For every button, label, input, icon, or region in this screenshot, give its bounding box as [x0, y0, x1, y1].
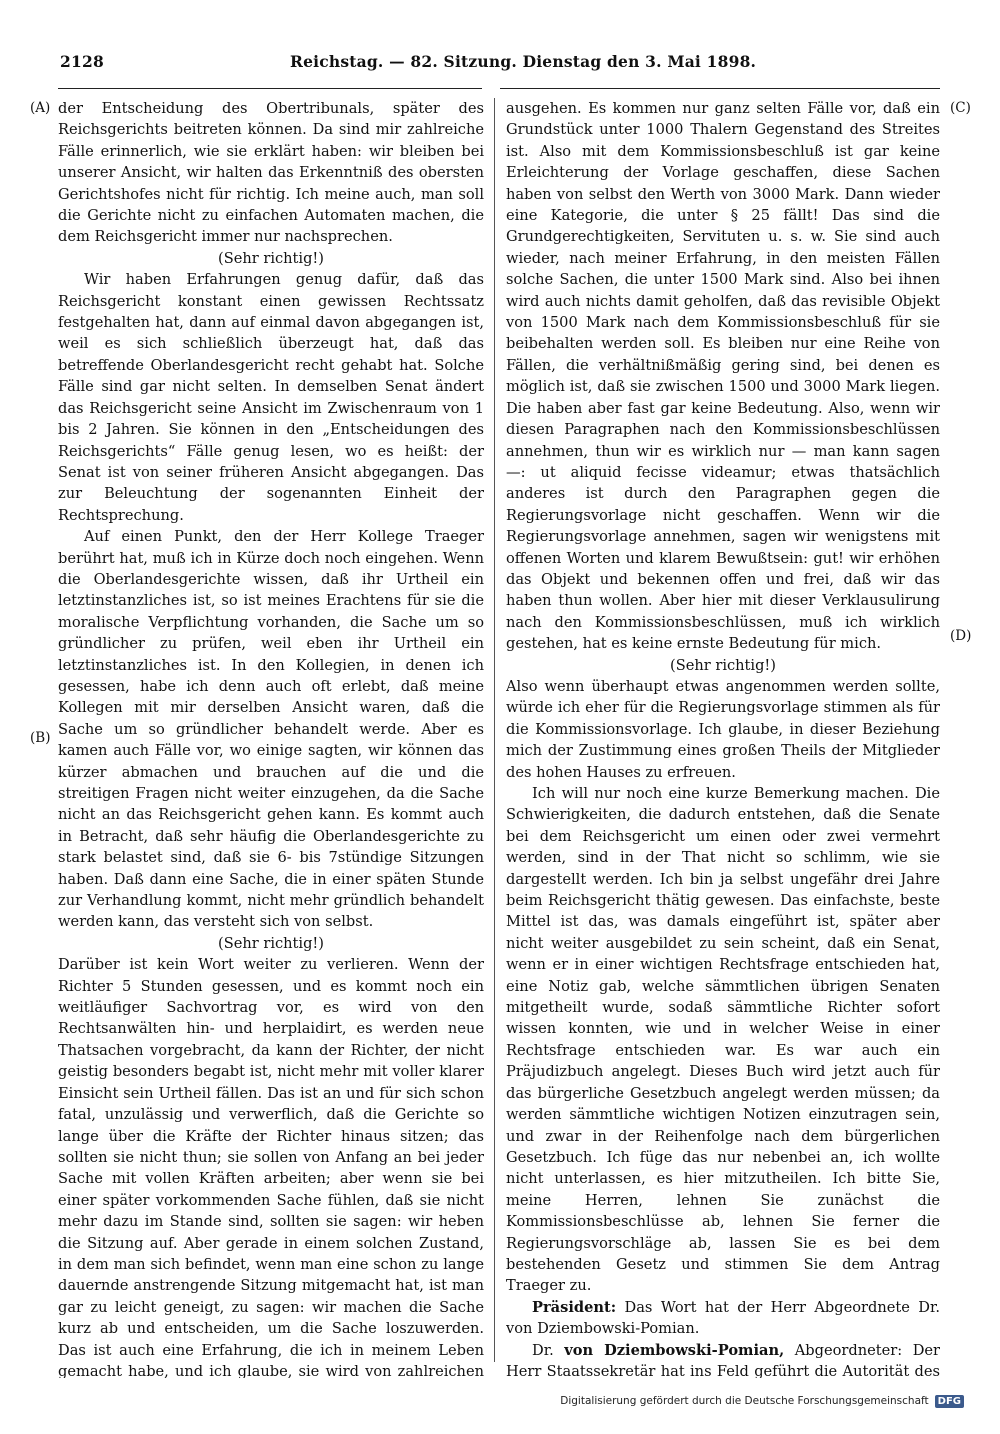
paragraph: Also wenn überhaupt etwas angenommen werden sollte, würde ich eher für die Regierungsvorlage stimmen als für die Kommissionsvorlage. Ich glaube, in dieser Beziehung mich der Zustimmung eines großen Theils der Mitglieder des hohen Hauses zu erfreuen.	[506, 677, 940, 781]
interjection: (Sehr richtig!)	[218, 249, 324, 267]
margin-marker-a: (A)	[30, 100, 51, 116]
paragraph: ausgehen. Es kommen nur ganz selten Fälle vor, daß ein Grundstück unter 1000 Thalern Gegenstand des Streites ist. Also mit dem Kommissionsbeschluß ist gar keine Erleichterung der Vorlage geschaffen, diese Sachen haben von selbst den Werth von 3000 Mark. Dann wieder eine Kategorie, die unter § 25 fällt! Das sind die Grundgerechtigkeiten, Servituten u. s. w. Sie sind auch wieder, nach meiner Erfahrung, in den meisten Fällen solche Sachen, die unter 1500 Mark sind. Also bei ihnen wird auch nichts damit geholfen, daß das revisible Objekt von 1500 Mark nach dem Kommissionsbeschluß für sie beibehalten werden soll. Es bleiben nur eine Reihe von Fällen, die verhältnißmäßig gering sind, bei denen es möglich ist, daß sie zwischen 1500 und 3000 Mark liegen. Die haben aber fast gar keine Bedeutung. Also, wenn wir diesen Paragraphen nach den Kommissionsbeschlüssen annehmen, thun wir es wirklich nur — man kann sagen —: ut aliquid fecisse videamur; etwas thatsächlich anderes ist durch den Paragraphen gegen die Regierungsvorlage nicht geschaffen. Wenn wir die Regierungsvorlage annehmen, sagen wir wenigstens mit offenen Worten und klarem Bewußtsein: gut! wir erhöhen das Objekt und bekennen offen und frei, daß wir das haben thun wollen. Aber hier mit dieser Verklausulirung nach den Kommissionsbeschlüssen, muß ich wirklich gestehen, hat es keine ernste Bedeutung für mich.	[506, 100, 940, 653]
interjection: (Sehr richtig!)	[670, 656, 776, 674]
paragraph: Wir haben Erfahrungen genug dafür, daß das Reichsgericht konstant einen gewissen Rechtssatz festgehalten hat, dann auf einmal davon abgegangen ist, weil es sich schließlich überzeugt hat, daß das betreffende Oberlandesgericht recht gehabt hat. Solche Fälle sind gar nicht selten. In demselben Senat ändert das Reichsgericht seine Ansicht im Zwischenraum von 1 bis 2 Jahren. Sie können in den „Entscheidungen des Reichsgerichts“ Fälle genug lesen, wo es heißt: der Senat ist von seiner früheren Ansicht abgegangen. Das zur Beleuchtung der sogenannten Einheit der Rechtsprechung.	[58, 271, 484, 524]
right-column	[506, 98, 940, 1378]
running-header	[60, 52, 940, 78]
left-column	[58, 98, 484, 1378]
president-text: Das Wort hat der Herr Abgeordnete Dr. von Dziembowski-Pomian.	[506, 1298, 940, 1338]
paragraph: Ich will nur noch eine kurze Bemerkung machen. Die Schwierigkeiten, die dadurch entstehen, daß die Senate bei dem Reichsgericht um einen oder zwei vermehrt werden, sind in der That nicht so schlimm, wie sie dargestellt werden. Ich bin ja selbst ungefähr drei Jahre beim Reichsgericht thätig gewesen. Das einfachste, beste Mittel ist das, was damals eingeführt ist, später aber nicht weiter ausgebildet zu sein scheint, daß ein Senat, wenn er in einer wichtigen Rechtsfrage entschieden hat, eine Notiz gab, welche sämmtlichen übrigen Senaten mitgetheilt wurde, sodaß sämmtliche Richter sofort wissen konnten, wie und in welcher Weise in einer Rechtsfrage entschieden war. Es war auch ein Präjudizbuch angelegt. Dieses Buch wird jetzt auch für das bürgerliche Gesetzbuch angelegt werden müssen; da werden sämmtliche wichtigen Notizen einzutragen sein, und zwar in der Reihenfolge nach dem bürgerlichen Gesetzbuch. Ich füge das nur nebenbei an, ich wollte nicht unterlassen, es hier mitzutheilen. Ich bitte Sie, meine Herren, lehnen Sie zunächst die Kommissionsbeschlüsse ab, lehnen Sie ferner die Regierungsvorschläge ab, lassen Sie es bei dem bestehenden Gesetz und stimmen Sie dem Antrag Traeger zu.	[506, 785, 940, 1295]
paragraph: der Entscheidung des Obertribunals, später des Reichsgerichts beitreten können. Da sind mir zahlreiche Fälle erinnerlich, wie sie erklärt haben: wir bleiben bei unserer Ansicht, wir halten das Erkenntniß des obersten Gerichtshofes nicht für richtig. Ich meine auch, man soll die Gerichte nicht zu einfachen Automaten machen, die dem Reichsgericht immer nur nachsprechen.	[58, 100, 484, 246]
page-number: 2128	[60, 52, 104, 71]
dfg-logo: DFG	[935, 1395, 964, 1408]
president-statement	[506, 1297, 940, 1340]
credit-text: Digitalisierung gefördert durch die Deutsche Forschungsgemeinschaft	[560, 1395, 929, 1407]
header-rule-right	[500, 88, 940, 89]
margin-marker-b: (B)	[30, 730, 51, 746]
margin-marker-d: (D)	[950, 628, 972, 644]
speaker-prefix: Dr.	[532, 1341, 554, 1359]
header-rule-left	[58, 88, 482, 89]
running-title: Reichstag. — 82. Sitzung. Dienstag den 3. Mai 1898.	[290, 52, 757, 71]
column-separator	[494, 98, 495, 1362]
speaker-text: Abgeordneter: Der Herr Staatssekretär hat ins Feld geführt die Autorität des	[506, 1341, 940, 1378]
speaker-name: von Dziembowski-Pomian,	[564, 1341, 785, 1359]
digitization-credit	[560, 1392, 964, 1410]
paragraph: Darüber ist kein Wort weiter zu verlieren. Wenn der Richter 5 Stunden gesessen, und es kommt noch ein weitläufiger Sachvortrag vor, es wird von den Rechtsanwälten hin- und herplaidirt, es werden neue Thatsachen vorgebracht, da kann der Richter, der nicht geistig besonders begabt ist, nicht mehr mit voller klarer Einsicht sein Urtheil fällen. Das ist an und für sich schon fatal, unzulässig und verwerflich, daß die Gerichte so lange über die Kräfte der Richter hinaus sitzen; das sollten sie nicht thun; sie sollen von Anfang an bei jeder Sache mit vollen Kräften arbeiten; aber wenn sie bei einer später vorkommenden Sache fühlen, daß sie nicht mehr dazu im Stande sind, sollten sie sagen: wir heben die Sitzung auf. Aber gerade in einem solchen Zustand, in dem man sich befindet, wenn man eine schon zu lange dauernde anstrengende Sitzung mitgemacht hat, ist man gar zu leicht geneigt, zu sagen: wir machen die Sache kurz ab und entscheiden, um die Sache loszuwerden. Das ist auch eine Erfahrung, die ich in meinem Leben gemacht habe, und ich glaube, sie wird von zahlreichen	[58, 956, 484, 1378]
president-label: Präsident:	[532, 1298, 617, 1316]
interjection: (Sehr richtig!)	[218, 934, 324, 952]
speaker-statement	[506, 1340, 940, 1378]
paragraph: Auf einen Punkt, den der Herr Kollege Traeger berührt hat, muß ich in Kürze doch noch eingehen. Wenn die Oberlandesgerichte wissen, daß ihr Urtheil ein letztinstanzliches ist, so ist meines Erachtens für sie die moralische Verpflichtung vorhanden, die Sache um so gründlicher zu prüfen, weil eben ihr Urtheil ein letztinstanzliches ist. In den Kollegien, in denen ich gesessen, habe ich denn auch oft erlebt, daß meine Kollegen mit mir derselben Ansicht waren, daß die Sache um so gründlicher behandelt werde. Aber es kamen auch Fälle vor, wo einige sagten, wir können das kürzer abmachen und brauchen auf die und die streitigen Fragen nicht weiter einzugehen, da die Sache nicht an das Reichsgericht gehen kann. Es kommt auch in Betracht, daß sehr häufig die Oberlandesgerichte zu stark belastet sind, daß sie 6- bis 7stündige Sitzungen haben. Daß dann eine Sache, die in einer späten Stunde zur Verhandlung kommt, nicht mehr gründlich behandelt werden kann, das versteht sich von selbst.	[58, 528, 484, 931]
margin-marker-c: (C)	[950, 100, 971, 116]
